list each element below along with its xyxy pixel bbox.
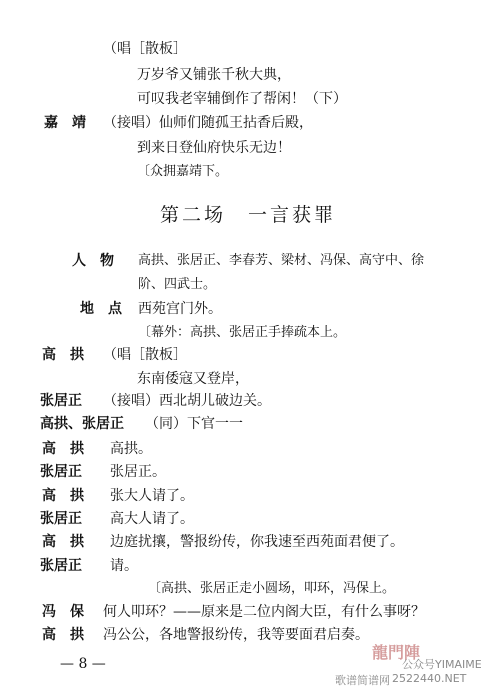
section-label: 地 点 [80,301,122,317]
dialogue-line: 冯公公，各地警报纷传，我等要面君启奏。 [103,627,369,643]
character-list: 阶、四武士。 [138,277,217,292]
location-text: 西苑宫门外。 [138,301,222,317]
dialogue-line: 边庭扰攘，警报纷传，你我速至西苑面君便了。 [110,534,404,550]
scene-heading: 第二场 一言获罪 [160,204,337,226]
sung-line: 万岁爷又铺张千秋大典， [137,67,291,83]
stage-direction: 〔幕外：高拱、张居正手捧疏本上。 [138,325,347,340]
speaker-name: 张居正 [40,511,82,527]
dialogue-line: 请。 [110,558,138,574]
speaker-name: 冯 保 [42,604,84,620]
page-number: — 8 — [60,656,106,672]
stage-direction: （唱［散板］ [103,347,187,363]
speaker-name: 张居正 [40,393,82,409]
speaker-name: 高 拱 [42,627,84,643]
dialogue-line: 张居正。 [110,464,166,480]
section-label: 人 物 [72,253,114,269]
watermark-site: 歌谱简谱网 [335,674,390,687]
watermark-account: 公众号YIMAIME [402,658,482,671]
sung-line: 可叹我老宰辅倒作了帮闲！（下） [137,91,347,107]
speaker-name: 高 拱 [42,347,84,363]
watermark-url: 2522440.NET [392,672,467,685]
watermark-logo: 龍門陣 [372,643,421,662]
stage-direction: 〔高拱、张居正走小圆场，叩环，冯保上。 [148,581,396,596]
speaker-name: 张居正 [40,558,82,574]
dialogue-line: 张大人请了。 [110,488,194,504]
character-list: 高拱、张居正、李春芳、梁材、冯保、高守中、徐 [138,253,425,268]
speaker-name: 高拱、张居正 [40,416,124,432]
stage-direction: 〔众拥嘉靖下。 [137,164,229,179]
dialogue-line: 高大人请了。 [110,511,194,527]
sung-line: 东南倭寇又登岸， [137,371,249,387]
speaker-name: 张居正 [40,464,82,480]
stage-direction: （唱［散板］ [103,41,187,57]
dialogue-line: （接唱）西北胡儿破边关。 [103,393,271,409]
sung-line: 到来日登仙府快乐无边！ [137,140,291,156]
speaker-name: 高 拱 [42,441,84,457]
dialogue-line: 高拱。 [110,441,152,457]
dialogue-line: 何人叩环？——原来是二位内阁大臣，有什么事呀？ [103,604,425,620]
speaker-name: 嘉 靖 [44,115,86,131]
dialogue-line: （接唱）仙师们随孤王拈香后殿， [103,115,313,131]
speaker-name: 高 拱 [42,488,84,504]
speaker-name: 高 拱 [42,534,84,550]
dialogue-line: （同）下官一一 [145,416,243,432]
